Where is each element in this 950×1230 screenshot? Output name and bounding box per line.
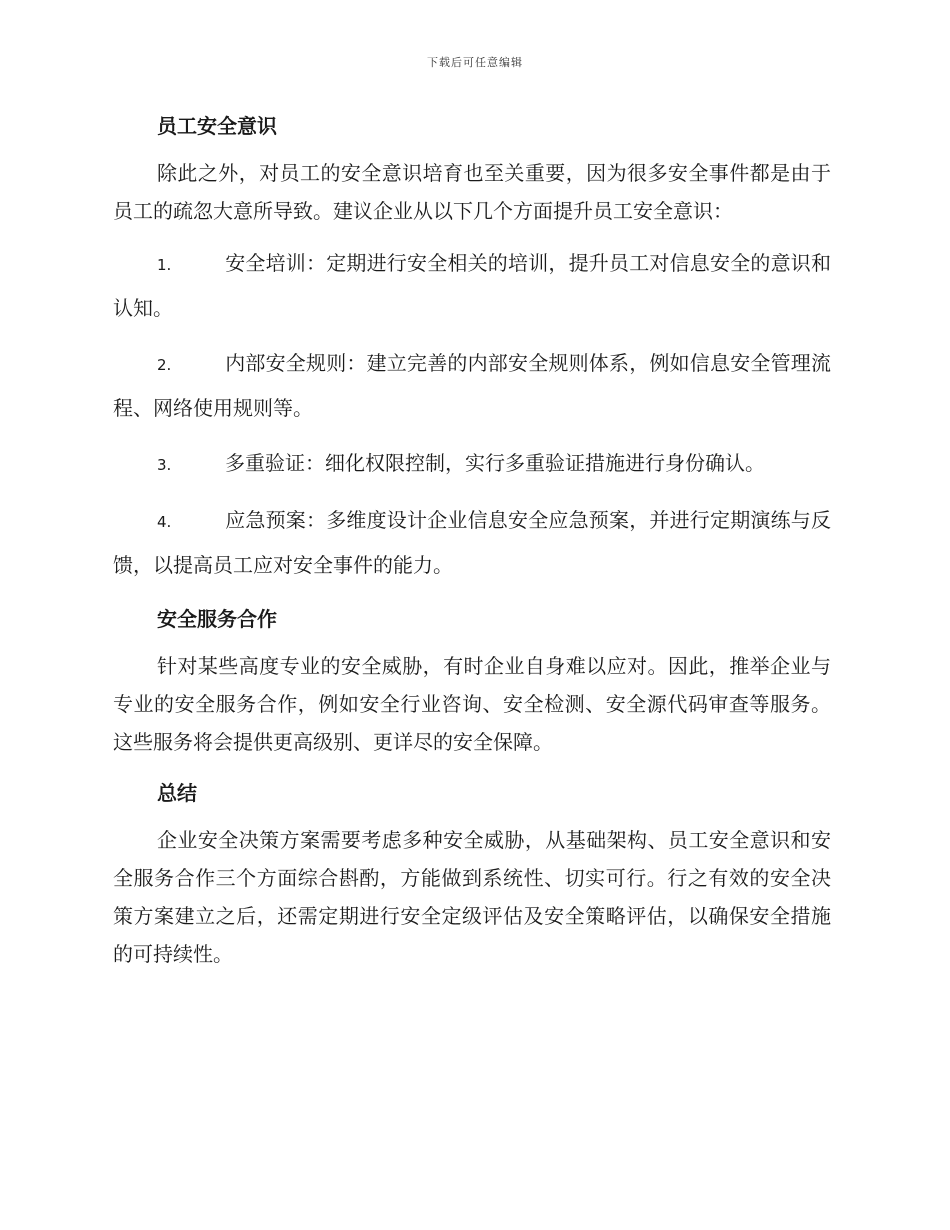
document-body [113, 106, 831, 985]
list-item [113, 242, 831, 330]
page-header: 下载后可任意编辑 [427, 56, 523, 69]
list-number: 2. [157, 356, 172, 374]
list-number: 4. [157, 513, 172, 531]
section-heading-summary: 总结 [157, 781, 197, 805]
list-item-text: 内部安全规则：建立完善的内部安全规则体系，例如信息安全管理流程、网络使用规则等。 [113, 351, 831, 420]
list-number: 1. [157, 256, 172, 274]
paragraph-summary: 企业安全决策方案需要考虑多种安全威胁，从基础架构、员工安全意识和安全服务合作三个方面综合斟酌，方能做到系统性、切实可行。行之有效的安全决策方案建立之后，还需定期进行安全定级评估及安全策略评估，以确保安全措施的可持续性。 [113, 828, 831, 966]
list-item-text: 多重验证：细化权限控制，实行多重验证措施进行身份确认。 [225, 451, 765, 475]
list-item-text: 安全培训：定期进行安全相关的培训，提升员工对信息安全的意识和认知。 [113, 251, 831, 320]
list-item-text: 应急预案：多维度设计企业信息安全应急预案，并进行定期演练与反馈，以提高员工应对安全事件的能力。 [113, 508, 831, 577]
list-item [113, 499, 831, 587]
paragraph-security-cooperation: 针对某些高度专业的安全威胁，有时企业自身难以应对。因此，推举企业与专业的安全服务合作，例如安全行业咨询、安全检测、安全源代码审查等服务。这些服务将会提供更高级别、更详尽的安全保障。 [113, 654, 831, 754]
section-heading-security-cooperation: 安全服务合作 [157, 607, 277, 631]
list-number: 3. [157, 456, 172, 474]
paragraph-employee-awareness-intro: 除此之外，对员工的安全意识培育也至关重要，因为很多安全事件都是由于员工的疏忽大意所导致。建议企业从以下几个方面提升员工安全意识： [113, 161, 831, 223]
list-item [113, 342, 831, 430]
section-heading-employee-awareness: 员工安全意识 [157, 114, 277, 138]
list-item [113, 442, 831, 487]
